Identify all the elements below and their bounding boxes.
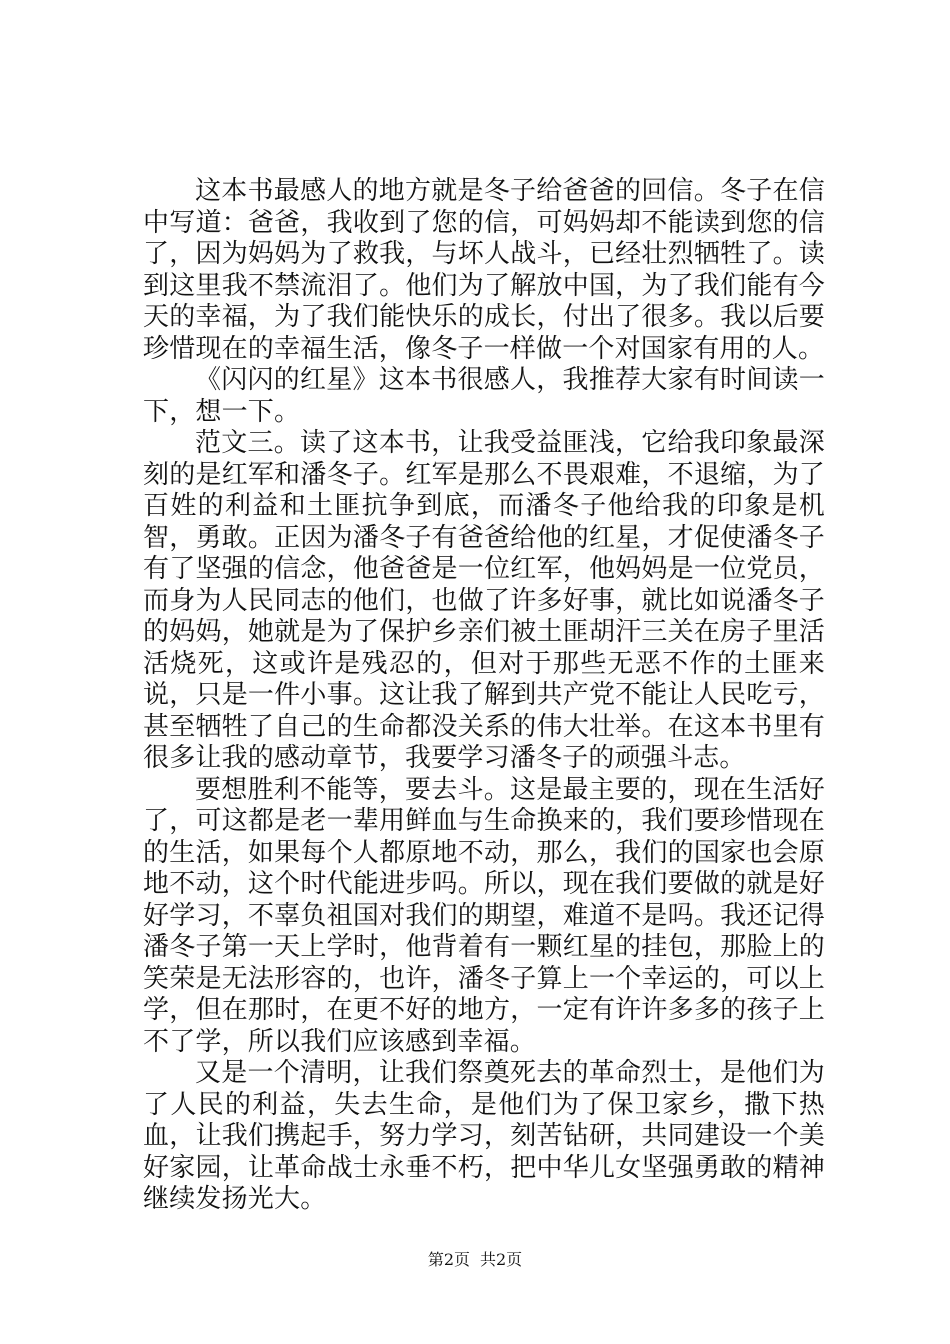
paragraph-qingming: 又是一个清明，让我们祭奠死去的革命烈士，是他们为了人民的利益，失去生命，是他们为了保卫家乡，撒下热血，让我们携起手，努力学习，刻苦钻研，共同建设一个美好家园，让革命战士永垂不朽，把中华儿女坚强勇敢的精神继续发扬光大。 bbox=[143, 1058, 825, 1214]
paragraph-struggle: 要想胜利不能等，要去斗。这是最主要的，现在生活好了，可这都是老一辈用鲜血与生命换来的，我们要珍惜现在的生活，如果每个人都原地不动，那么，我们的国家也会原地不动，这个时代能进步吗。所以，现在我们要做的就是好好学习，不辜负祖国对我们的期望，难道不是吗。我还记得潘冬子第一天上学时，他背着有一颗红星的挂包，那脸上的笑荣是无法形容的，也许，潘冬子算上一个幸运的，可以上学，但在那时，在更不好的地方，一定有许许多多的孩子上不了学，所以我们应该感到幸福。 bbox=[143, 774, 825, 1057]
page-number-total: 共2页 bbox=[480, 1250, 523, 1269]
paragraph-letter-reply: 这本书最感人的地方就是冬子给爸爸的回信。冬子在信中写道：爸爸，我收到了您的信，可妈妈却不能读到您的信了，因为妈妈为了救我，与坏人战斗，已经壮烈牺牲了。读到这里我不禁流泪了。他们为了解放中国，为了我们能有今天的幸福，为了我们能快乐的成长，付出了很多。我以后要珍惜现在的幸福生活，像冬子一样做一个对国家有用的人。 bbox=[143, 176, 825, 364]
document-body bbox=[143, 176, 825, 1216]
paragraph-sample-three: 范文三。读了这本书，让我受益匪浅，它给我印象最深刻的是红军和潘冬子。红军是那么不畏艰难，不退缩，为了百姓的利益和土匪抗争到底，而潘冬子他给我的印象是机智，勇敢。正因为潘冬子有爸爸给他的红星，才促使潘冬子有了坚强的信念，他爸爸是一位红军，他妈妈是一位党员，而身为人民同志的他们，也做了许多好事，就比如说潘冬子的妈妈，她就是为了保护乡亲们被土匪胡汗三关在房子里活活烧死，这或许是残忍的，但对于那些无恶不作的土匪来说，只是一件小事。这让我了解到共产党不能让人民吃亏，甚至牺牲了自己的生命都没关系的伟大壮举。在这本书里有很多让我的感动章节，我要学习潘冬子的顽强斗志。 bbox=[143, 428, 825, 773]
paragraph-recommendation: 《闪闪的红星》这本书很感人，我推荐大家有时间读一下，想一下。 bbox=[143, 365, 825, 427]
page-footer bbox=[0, 1250, 950, 1270]
page-number-current: 第2页 bbox=[427, 1250, 470, 1269]
